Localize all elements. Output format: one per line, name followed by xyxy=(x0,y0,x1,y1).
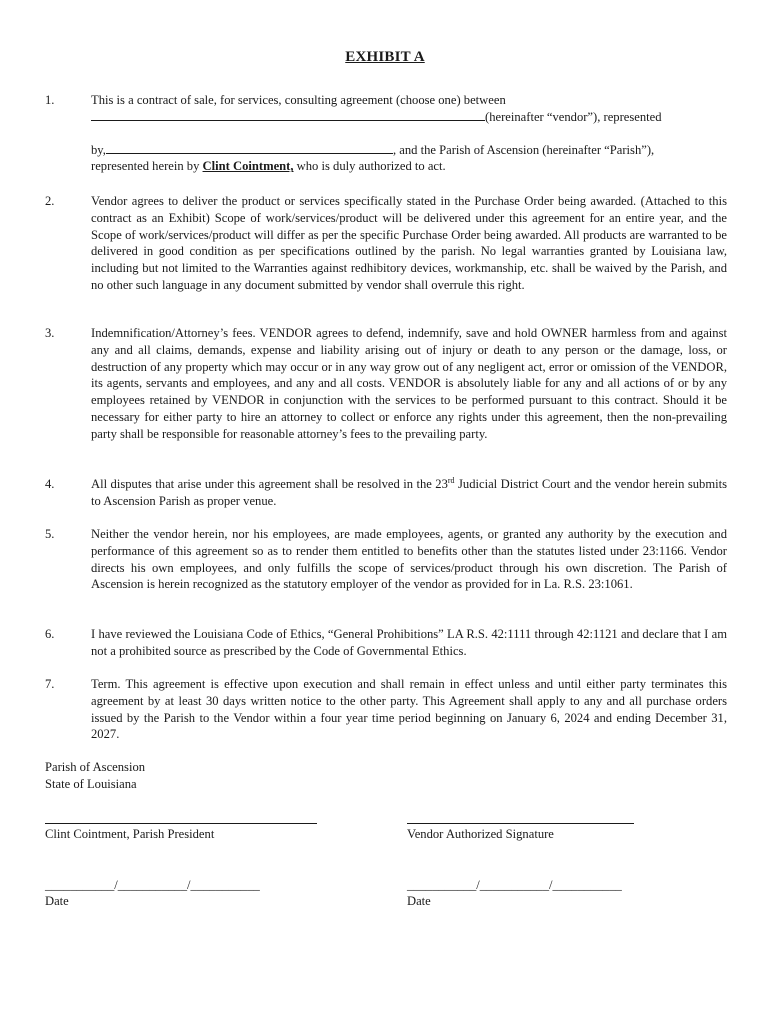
document-title: EXHIBIT A xyxy=(345,49,425,65)
clause-number: 4. xyxy=(45,477,55,491)
parish-block xyxy=(45,759,145,793)
clause-number: 6. xyxy=(45,627,55,641)
parish-date-label: Date xyxy=(45,894,69,908)
vendor-date-label: Date xyxy=(407,894,431,908)
parish-date-field[interactable]: ___________/___________/___________ xyxy=(45,878,260,892)
clause-text: Indemnification/Attorney’s fees. VENDOR agrees to defend, indemnify, save and hold OWNER harmless from and against any and all claims, demands, expense and liability arising out of injury or death to any person or the damage, loss, or destruction of any property which may occur or in any way grow out of any negligent act, error or omission of the VENDOR, its agents, servants and employees, and any and all costs. VENDOR is absolutely liable for any and all actions of or by any employees retained by VENDOR in conjunction with the services to be performed pursuant to this contract. Should it be necessary for either party to hire an attorney to collect or enforce any rights under this agreement, then the non-prevailing party shall be responsible for reasonable attorney’s fees to the prevailing party. xyxy=(91,326,727,441)
clause-text xyxy=(91,92,727,175)
representative-name-blank[interactable] xyxy=(106,142,393,154)
clause-1-line-2: (hereinafter “vendor”), represented xyxy=(91,109,727,126)
vendor-date-field[interactable]: ___________/___________/___________ xyxy=(407,878,622,892)
clause-number: 1. xyxy=(45,93,55,107)
clause-number: 2. xyxy=(45,194,55,208)
clause-text: All disputes that arise under this agreement shall be resolved in the 23rd Judicial District Court and the vendor herein submits to Ascension Parish as proper venue. xyxy=(91,475,728,508)
parish-president-name: Clint Cointment, xyxy=(202,159,294,174)
clause-number: 5. xyxy=(45,527,55,541)
parish-name: Parish of Ascension xyxy=(45,760,146,774)
clause-text: I have reviewed the Louisiana Code of Ethics, “General Prohibitions” LA R.S. 42:1111 through 42:1121 and declare that I am not a prohibited source as prescribed by the Code of Governmental Ethics. xyxy=(91,627,727,658)
state-name: State of Louisiana xyxy=(45,776,137,791)
vendor-signature-line[interactable] xyxy=(407,823,634,824)
clause-1-line-3: by, , and the Parish of Ascension (hereinafter “Parish”), xyxy=(91,142,655,157)
clause-text: Neither the vendor herein, nor his employees, are made employees, agents, or granted any authority by the execution and performance of this agreement so as to render them entitled to benefits other than the statutes listed under 23:1166. Vendor directs his own employees, and only fulfills the scope of services/product through his own discretion. The Parish of Ascension is herein recognized as the statutory employer of the vendor as provided for in La. R.S. 23:1061. xyxy=(91,527,727,592)
clause-number: 3. xyxy=(45,326,55,340)
parish-president-signature-label: Clint Cointment, Parish President xyxy=(45,827,215,841)
clause-1-line-1: This is a contract of sale, for services, consulting agreement (choose one) between xyxy=(91,93,506,107)
vendor-signature-label: Vendor Authorized Signature xyxy=(407,827,554,841)
clause-text: Term. This agreement is effective upon execution and shall remain in effect unless and until either party terminates this agreement by at least 30 days written notice to the other party. This Agreement shall apply to any and all purchase orders issued by the Parish to the Vendor within a four year time period beginning on January 6, 2024 and ending December 31, 2027. xyxy=(91,677,727,742)
ordinal-suffix: rd xyxy=(447,475,455,485)
parish-president-signature-line[interactable] xyxy=(45,823,317,824)
party-name-blank[interactable] xyxy=(91,109,485,121)
clause-text: Vendor agrees to deliver the product or services specifically stated in the Purchase Order being awarded. (Attached to this contract as an Exhibit) Scope of work/services/product will be delivered under this agreement for an entire year, and the Scope of work/services/product will differ as per the specific Purchase Order being awarded. All products are warranted to be delivered in good condition as per specifications outlined by the parish. No legal warranties granted by Louisiana law, including but not limited to the Warranties against redhibitory devices, workmanship, etc. shall be waived by the Parish, and no other such language in any document submitted by vendor shall overrule this right. xyxy=(91,194,727,292)
clause-1-line-4: represented herein by Clint Cointment, who is duly authorized to act. xyxy=(91,159,446,174)
clause-number: 7. xyxy=(45,677,55,691)
